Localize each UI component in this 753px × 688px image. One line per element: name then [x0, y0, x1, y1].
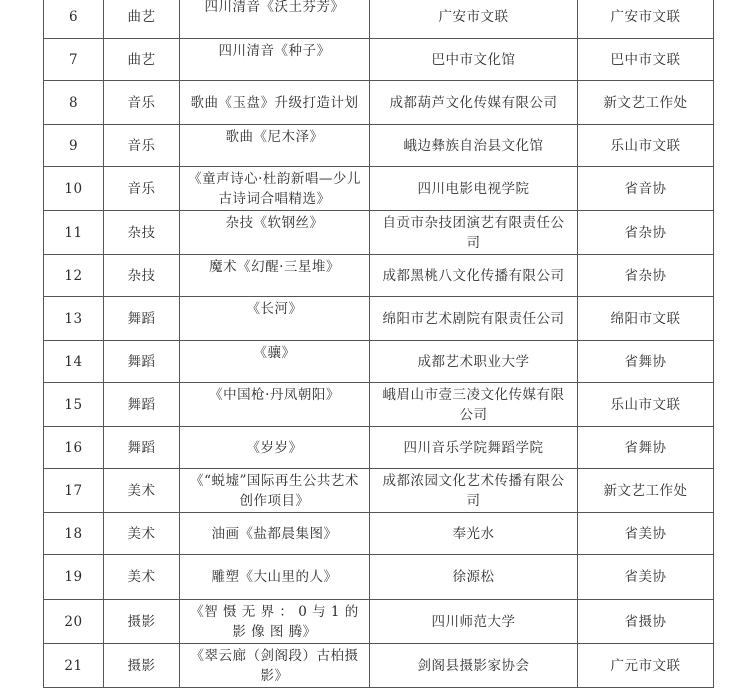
- row-organization: 峨眉山市壹三凌文化传媒有限公司: [370, 383, 578, 427]
- row-title: 四川清音《种子》: [180, 39, 370, 81]
- table-row: [44, 81, 714, 125]
- row-category: 音乐: [104, 125, 180, 167]
- row-recommender: 绵阳市文联: [578, 297, 714, 341]
- table-row: [44, 513, 714, 555]
- table-row: [44, 211, 714, 255]
- table-row: [44, 167, 714, 211]
- row-number: 14: [44, 341, 104, 383]
- row-organization: 成都浓园文化艺术传播有限公司: [370, 469, 578, 513]
- row-number: 16: [44, 427, 104, 469]
- row-category: 舞蹈: [104, 297, 180, 341]
- row-category: 美术: [104, 469, 180, 513]
- row-title: 《长河》: [180, 297, 370, 341]
- table-row: [44, 0, 714, 39]
- row-number: 7: [44, 39, 104, 81]
- row-number: 11: [44, 211, 104, 255]
- row-number: 21: [44, 644, 104, 688]
- row-number: 20: [44, 600, 104, 644]
- row-recommender: 省杂协: [578, 211, 714, 255]
- row-number: 19: [44, 555, 104, 600]
- row-organization: 成都葫芦文化传媒有限公司: [370, 81, 578, 125]
- row-number: 17: [44, 469, 104, 513]
- table-row: [44, 644, 714, 688]
- row-title: 《智 慑 无 界 ： 0 与 1 的 影 像 图 腾》: [180, 600, 370, 644]
- row-organization: 巴中市文化馆: [370, 39, 578, 81]
- row-title: 《童声诗心·杜韵新唱—少儿古诗词合唱精选》: [180, 167, 370, 211]
- row-recommender: 省美协: [578, 513, 714, 555]
- row-organization: 四川师范大学: [370, 600, 578, 644]
- row-title: 《岁岁》: [180, 427, 370, 469]
- row-organization: 奉光水: [370, 513, 578, 555]
- row-category: 舞蹈: [104, 341, 180, 383]
- row-number: 9: [44, 125, 104, 167]
- row-recommender: 省音协: [578, 167, 714, 211]
- row-number: 18: [44, 513, 104, 555]
- row-title: 魔术《幻醒·三星堆》: [180, 255, 370, 297]
- table-row: [44, 427, 714, 469]
- row-recommender: 省舞协: [578, 341, 714, 383]
- row-title: 油画《盐都晨集图》: [180, 513, 370, 555]
- table-row: [44, 469, 714, 513]
- row-title: 歌曲《玉盘》升级打造计划: [180, 81, 370, 125]
- row-recommender: 新文艺工作处: [578, 81, 714, 125]
- row-category: 美术: [104, 513, 180, 555]
- row-category: 美术: [104, 555, 180, 600]
- row-category: 摄影: [104, 644, 180, 688]
- row-recommender: 乐山市文联: [578, 125, 714, 167]
- table-row: [44, 600, 714, 644]
- row-organization: 剑阁县摄影家协会: [370, 644, 578, 688]
- table-row: [44, 39, 714, 81]
- row-category: 音乐: [104, 167, 180, 211]
- table-row: [44, 383, 714, 427]
- row-category: 音乐: [104, 81, 180, 125]
- row-category: 摄影: [104, 600, 180, 644]
- row-title: 雕塑《大山里的人》: [180, 555, 370, 600]
- table-row: [44, 255, 714, 297]
- row-number: 13: [44, 297, 104, 341]
- row-title: 《中国枪·丹凤朝阳》: [180, 383, 370, 427]
- row-organization: 四川电影电视学院: [370, 167, 578, 211]
- row-recommender: 新文艺工作处: [578, 469, 714, 513]
- row-title: 《翠云廊（剑阁段）古柏摄影》: [180, 644, 370, 688]
- table-row: [44, 341, 714, 383]
- row-number: 6: [44, 0, 104, 39]
- row-organization: 四川音乐学院舞蹈学院: [370, 427, 578, 469]
- row-recommender: 巴中市文联: [578, 39, 714, 81]
- row-organization: 成都黑桃八文化传播有限公司: [370, 255, 578, 297]
- row-category: 舞蹈: [104, 427, 180, 469]
- row-recommender: 广安市文联: [578, 0, 714, 39]
- row-organization: 徐源松: [370, 555, 578, 600]
- row-category: 舞蹈: [104, 383, 180, 427]
- table-row: [44, 297, 714, 341]
- row-recommender: 乐山市文联: [578, 383, 714, 427]
- row-recommender: 省美协: [578, 555, 714, 600]
- row-title: 《骧》: [180, 341, 370, 383]
- table-row: [44, 125, 714, 167]
- works-table: [43, 0, 714, 688]
- table-row: [44, 555, 714, 600]
- row-organization: 成都艺术职业大学: [370, 341, 578, 383]
- row-recommender: 省舞协: [578, 427, 714, 469]
- row-title: 四川清音《沃土芬芳》: [180, 0, 370, 39]
- row-category: 杂技: [104, 255, 180, 297]
- row-category: 杂技: [104, 211, 180, 255]
- row-organization: 自贡市杂技团演艺有限责任公司: [370, 211, 578, 255]
- row-organization: 绵阳市艺术剧院有限责任公司: [370, 297, 578, 341]
- row-title: 歌曲《尼木泽》: [180, 125, 370, 167]
- row-number: 12: [44, 255, 104, 297]
- row-number: 15: [44, 383, 104, 427]
- row-recommender: 省摄协: [578, 600, 714, 644]
- row-recommender: 广元市文联: [578, 644, 714, 688]
- row-category: 曲艺: [104, 39, 180, 81]
- row-organization: 广安市文联: [370, 0, 578, 39]
- row-category: 曲艺: [104, 0, 180, 39]
- row-organization: 峨边彝族自治县文化馆: [370, 125, 578, 167]
- row-title: 《“蜕墟”国际再生公共艺术创作项目》: [180, 469, 370, 513]
- row-number: 10: [44, 167, 104, 211]
- row-number: 8: [44, 81, 104, 125]
- row-recommender: 省杂协: [578, 255, 714, 297]
- row-title: 杂技《软钢丝》: [180, 211, 370, 255]
